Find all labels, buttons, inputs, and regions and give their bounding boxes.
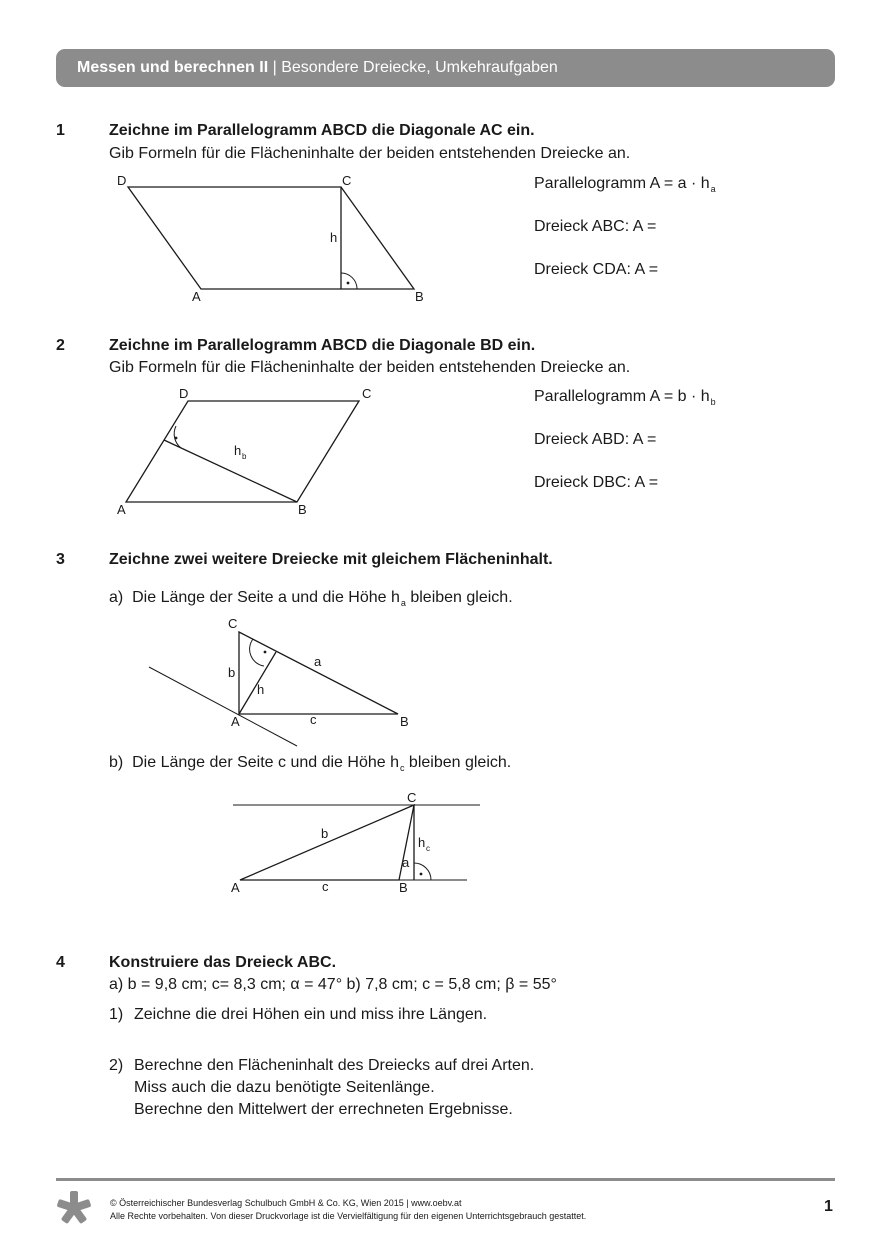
task2-formula-dbc: Dreieck DBC: A = (534, 474, 659, 491)
task3-figure-a (140, 610, 430, 750)
vertex-label-d: D (179, 386, 189, 401)
height-label-sub: c (426, 844, 430, 853)
vertex-label-c: C (342, 173, 352, 188)
footer-rule (56, 1178, 835, 1181)
parallel-line (149, 667, 297, 746)
task3-part-b-subscript: c (399, 763, 405, 773)
task3-part-a-text-post: bleiben gleich. (405, 589, 513, 606)
task2-instruction: Gib Formeln für die Flächeninhalte der beiden entstehenden Dreiecke an. (109, 359, 631, 376)
vertex-label-a: A (117, 502, 126, 517)
height-label-sub: b (242, 452, 247, 461)
header-title-rest: Besondere Dreiecke, Umkehraufgaben (281, 59, 558, 76)
right-angle-dot (347, 282, 350, 285)
vertex-label-d: D (117, 173, 127, 188)
task3-part-a-marker: a) (109, 589, 124, 606)
task3-part-b-text-post: bleiben gleich. (404, 754, 512, 771)
right-angle-arc (414, 863, 431, 880)
height-label-h: h (234, 443, 242, 458)
vertex-label-a: A (231, 714, 240, 729)
right-angle-dot (264, 651, 267, 654)
task3-part-a (109, 589, 513, 607)
task3-part-b-text: Die Länge der Seite c und die Höhe h (132, 754, 399, 771)
right-angle-dot (420, 873, 423, 876)
footer-rights: Alle Rechte vorbehalten. Von dieser Druckvorlage ist die Vervielfältigung für den eigenen Unterrichtsgebrauch gestattet. (110, 1211, 587, 1221)
side-label-a: a (402, 855, 410, 870)
height-label-h: h (418, 835, 426, 850)
page-header (56, 49, 835, 87)
vertex-label-c: C (407, 790, 417, 805)
asterisk-logo-icon (54, 1190, 94, 1226)
parallelogram-abcd (128, 187, 414, 289)
task4-givens: a) b = 9,8 cm; c= 8,3 cm; α = 47° b) 7,8 cm; c = 5,8 cm; β = 55° (109, 976, 557, 993)
task4-step2-line3: Berechne den Mittelwert der errechneten Ergebnisse. (134, 1101, 513, 1118)
task3-part-a-subscript: a (400, 598, 406, 608)
task4-title: Konstruiere das Dreieck ABC. (109, 954, 337, 971)
triangle-abc (240, 805, 414, 880)
task4-number: 4 (56, 954, 65, 971)
page-number: 1 (824, 1198, 833, 1215)
side-label-c: c (322, 879, 329, 894)
task4-step2-line1: Berechne den Flächeninhalt des Dreiecks auf drei Arten. (134, 1057, 535, 1074)
header-separator: | (272, 59, 277, 76)
side-label-b: b (321, 826, 329, 841)
task3-part-a-text: Die Länge der Seite a und die Höhe h (132, 589, 400, 606)
vertex-label-b: B (298, 502, 307, 517)
task3-number: 3 (56, 551, 65, 568)
task2-parallelogram-figure (110, 383, 390, 523)
task2-formula-parallelogram (534, 388, 716, 406)
side-label-c: c (310, 712, 317, 727)
right-angle-dot (175, 437, 178, 440)
task4-step1: Zeichne die drei Höhen ein und miss ihre Längen. (134, 1006, 488, 1023)
task1-formula-cda: Dreieck CDA: A = (534, 261, 659, 278)
task2-title: Zeichne im Parallelogramm ABCD die Diagonale BD ein. (109, 337, 536, 354)
task1-formula-parallelogram (534, 175, 716, 193)
vertex-label-a: A (192, 289, 201, 304)
task1-formula-parallelogram-text: Parallelogramm A = a · h (534, 175, 710, 192)
right-angle-arc (341, 273, 357, 289)
task1-formula-abc: Dreieck ABC: A = (534, 218, 657, 235)
task4-step2-line2: Miss auch die dazu benötigte Seitenlänge. (134, 1079, 435, 1096)
side-label-b: b (228, 665, 236, 680)
vertex-label-b: B (399, 880, 408, 895)
height-line-hb (164, 440, 297, 502)
height-label-h: h (330, 230, 338, 245)
task3-figure-b (225, 788, 490, 898)
vertex-label-c: C (362, 386, 372, 401)
task1-formula-subscript: a (710, 184, 716, 194)
task1-instruction: Gib Formeln für die Flächeninhalte der beiden entstehenden Dreiecke an. (109, 145, 631, 162)
task2-number: 2 (56, 337, 65, 354)
task2-formula-abd: Dreieck ABD: A = (534, 431, 657, 448)
task4-step1-marker: 1) (109, 1006, 124, 1023)
task3-title: Zeichne zwei weitere Dreiecke mit gleichem Flächeninhalt. (109, 551, 553, 568)
task3-part-b-marker: b) (109, 754, 124, 771)
height-label-h: h (257, 682, 265, 697)
task1-parallelogram-figure (110, 170, 430, 310)
vertex-label-a: A (231, 880, 240, 895)
header-title-bold: Messen und berechnen II (77, 59, 269, 76)
task1-number: 1 (56, 122, 65, 139)
vertex-label-b: B (415, 289, 424, 304)
task2-formula-parallelogram-text: Parallelogramm A = b · h (534, 388, 710, 405)
task3-part-b (109, 754, 511, 772)
side-label-a: a (314, 654, 322, 669)
footer-copyright: © Österreichischer Bundesverlag Schulbuch GmbH & Co. KG, Wien 2015 | www.oebv.at (110, 1198, 462, 1208)
task2-formula-subscript: b (710, 397, 716, 407)
task1-title: Zeichne im Parallelogramm ABCD die Diagonale AC ein. (109, 122, 535, 139)
task4-step2-marker: 2) (109, 1057, 124, 1074)
vertex-label-c: C (228, 616, 238, 631)
vertex-label-b: B (400, 714, 409, 729)
